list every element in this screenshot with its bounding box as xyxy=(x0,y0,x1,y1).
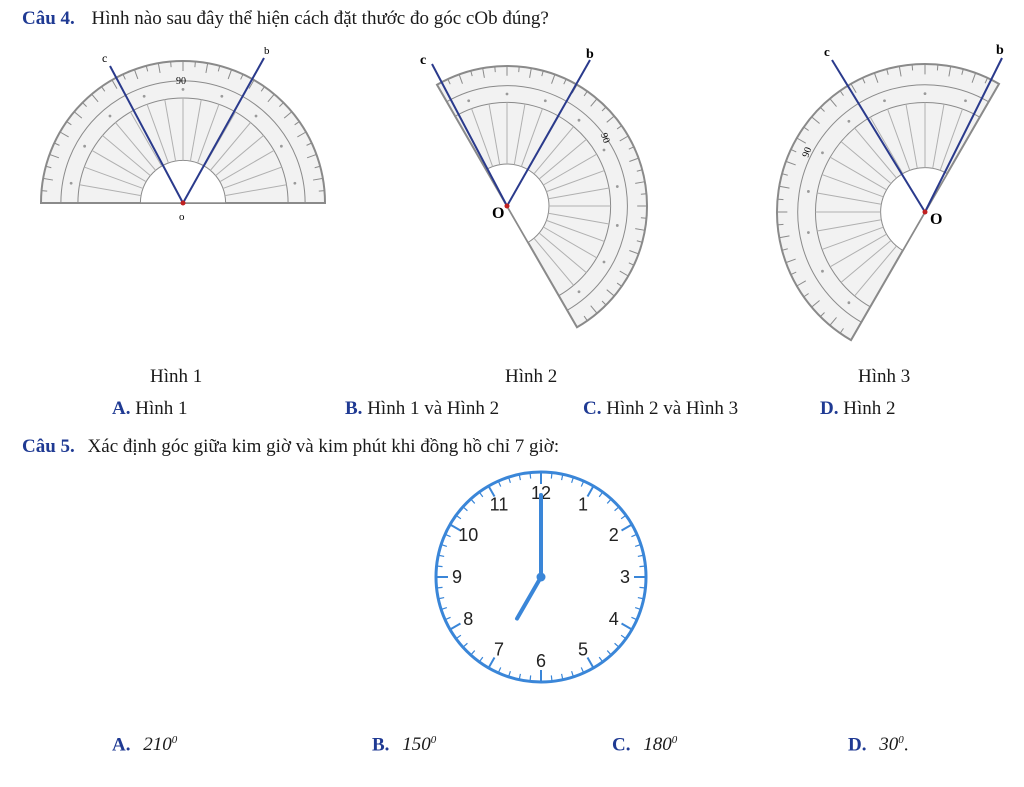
caption-hinh-3: Hình 3 xyxy=(858,366,911,387)
protractor-graduation-mark xyxy=(109,115,112,118)
protractor-tick xyxy=(778,199,784,200)
protractor-graduation-mark xyxy=(883,99,886,102)
protractor-graduation-mark xyxy=(182,88,185,91)
clock-number-5: 5 xyxy=(577,639,589,660)
ray-b-label-3: b xyxy=(996,43,1004,58)
q5-option-d-sup: 0 xyxy=(898,734,904,746)
clock-number-7: 7 xyxy=(493,639,505,660)
protractor-graduation-mark xyxy=(616,224,619,227)
origin-point-1 xyxy=(181,201,186,206)
q5-option-d-text: 30 xyxy=(879,734,899,756)
ray-c-label-3: c xyxy=(824,44,830,59)
clock-minute-tick xyxy=(639,566,644,567)
q4-label: Câu 4. xyxy=(22,8,75,29)
figure-1-protractor xyxy=(30,40,340,230)
clock-number-3: 3 xyxy=(619,567,631,587)
figure-2-protractor xyxy=(410,38,670,348)
clock xyxy=(430,466,652,688)
protractor-graduation-mark xyxy=(83,145,86,148)
scale-label-3: 90 xyxy=(800,145,815,160)
protractor-graduation-mark xyxy=(293,182,296,185)
q5-option-c-text: 180 xyxy=(643,734,672,756)
protractor-graduation-mark xyxy=(807,231,810,234)
q4-option-b[interactable] xyxy=(345,398,499,420)
clock-minute-tick xyxy=(530,474,531,479)
q5-option-b-letter: B. xyxy=(372,734,390,756)
protractor-graduation-mark xyxy=(544,99,547,102)
protractor-graduation-mark xyxy=(603,261,606,264)
clock-number-2: 2 xyxy=(608,525,619,545)
q4-option-a-letter: A. xyxy=(112,398,131,419)
clock-center xyxy=(537,573,546,582)
clock-number-6: 6 xyxy=(535,651,547,671)
ray-b-label-1: b xyxy=(264,45,270,57)
protractor-graduation-mark xyxy=(255,115,258,118)
clock-minute-tick xyxy=(551,474,552,479)
protractor-graduation-mark xyxy=(847,301,850,304)
clock-number-8: 8 xyxy=(463,609,474,629)
clock-number-11: 11 xyxy=(489,494,509,515)
ray-c-label-2: c xyxy=(420,53,427,68)
protractor-tick xyxy=(937,65,938,71)
clock-number-10: 10 xyxy=(458,525,479,545)
q4-option-c-letter: C. xyxy=(583,398,602,419)
caption-hinh-2: Hình 2 xyxy=(505,366,558,387)
q4-option-d-text: Hình 2 xyxy=(843,398,896,419)
protractor-2 xyxy=(437,66,647,327)
protractor-graduation-mark xyxy=(807,190,810,193)
clock-minute-tick xyxy=(438,587,443,588)
scale-label-2: 90 xyxy=(597,131,612,145)
q5-option-d[interactable] xyxy=(848,734,908,756)
protractor-graduation-mark xyxy=(70,182,73,185)
protractor-graduation-mark xyxy=(280,145,283,148)
q5-option-d-letter: D. xyxy=(848,734,867,756)
q5-option-a-letter: A. xyxy=(112,734,131,756)
origin-point-3 xyxy=(923,210,928,215)
q4-text: Hình nào sau đây thể hiện cách đặt thước đo góc cOb đúng? xyxy=(91,8,549,29)
ray-b-label-2: b xyxy=(586,47,594,62)
protractor-graduation-mark xyxy=(143,95,146,98)
q5-option-b[interactable] xyxy=(372,734,436,756)
clock-minute-tick xyxy=(639,587,644,588)
clock-minute-tick xyxy=(438,566,443,567)
ray-c-label-1: c xyxy=(102,51,108,65)
q4-option-c-text: Hình 2 và Hình 3 xyxy=(606,398,739,419)
protractor-graduation-mark xyxy=(603,149,606,152)
clock-number-1: 1 xyxy=(577,494,589,515)
origin-label-1: o xyxy=(179,211,185,223)
origin-label-3: O xyxy=(930,211,943,228)
protractor-graduation-mark xyxy=(578,119,581,122)
q5-option-c-sup: 0 xyxy=(671,734,678,746)
origin-label-2: O xyxy=(492,205,505,222)
clock-number-12: 12 xyxy=(530,483,552,503)
caption-hinh-1: Hình 1 xyxy=(150,366,203,387)
q5-option-b-text: 150 xyxy=(402,734,431,756)
protractor-graduation-mark xyxy=(924,92,927,95)
protractor-graduation-mark xyxy=(220,95,223,98)
clock-minute-tick xyxy=(530,675,531,680)
scale-label-1: 90 xyxy=(176,76,186,87)
clock-number-9: 9 xyxy=(451,567,463,587)
protractor-graduation-mark xyxy=(616,185,619,188)
protractor-graduation-mark xyxy=(821,270,824,273)
q4-option-a[interactable] xyxy=(112,398,187,420)
q5-option-b-sup: 0 xyxy=(430,734,437,746)
q4-option-b-text: Hình 1 và Hình 2 xyxy=(367,398,500,419)
protractor-tick xyxy=(778,224,784,225)
q5-option-d-tail: . xyxy=(903,734,909,756)
q4-option-d-letter: D. xyxy=(820,398,839,419)
protractor-graduation-mark xyxy=(964,99,967,102)
clock-number-4: 4 xyxy=(608,609,619,629)
protractor-3 xyxy=(777,64,999,340)
protractor-graduation-mark xyxy=(578,290,581,293)
protractor-graduation-mark xyxy=(467,99,470,102)
protractor-graduation-mark xyxy=(847,120,850,123)
figure-3-protractor xyxy=(760,38,1024,358)
q4-option-b-letter: B. xyxy=(345,398,363,419)
q5-option-c-letter: C. xyxy=(612,734,631,756)
q5-option-a-text: 210 xyxy=(143,734,172,756)
protractor-graduation-mark xyxy=(506,93,509,96)
q5-option-a[interactable] xyxy=(112,734,177,756)
q4-option-d[interactable] xyxy=(820,398,895,420)
q5-option-a-sup: 0 xyxy=(171,734,178,746)
origin-point-2 xyxy=(505,204,510,209)
protractor-graduation-mark xyxy=(821,151,824,154)
q4-header xyxy=(22,8,549,30)
clock-minute-tick xyxy=(551,675,552,680)
protractor-tick xyxy=(912,65,913,71)
q4-option-a-text: Hình 1 xyxy=(135,398,188,419)
q5-text: Xác định góc giữa kim giờ và kim phút khi đồng hồ chỉ 7 giờ: xyxy=(87,436,560,457)
q5-header xyxy=(22,436,559,458)
q4-option-c[interactable] xyxy=(583,398,738,420)
q5-label: Câu 5. xyxy=(22,436,75,457)
q5-option-c[interactable] xyxy=(612,734,677,756)
